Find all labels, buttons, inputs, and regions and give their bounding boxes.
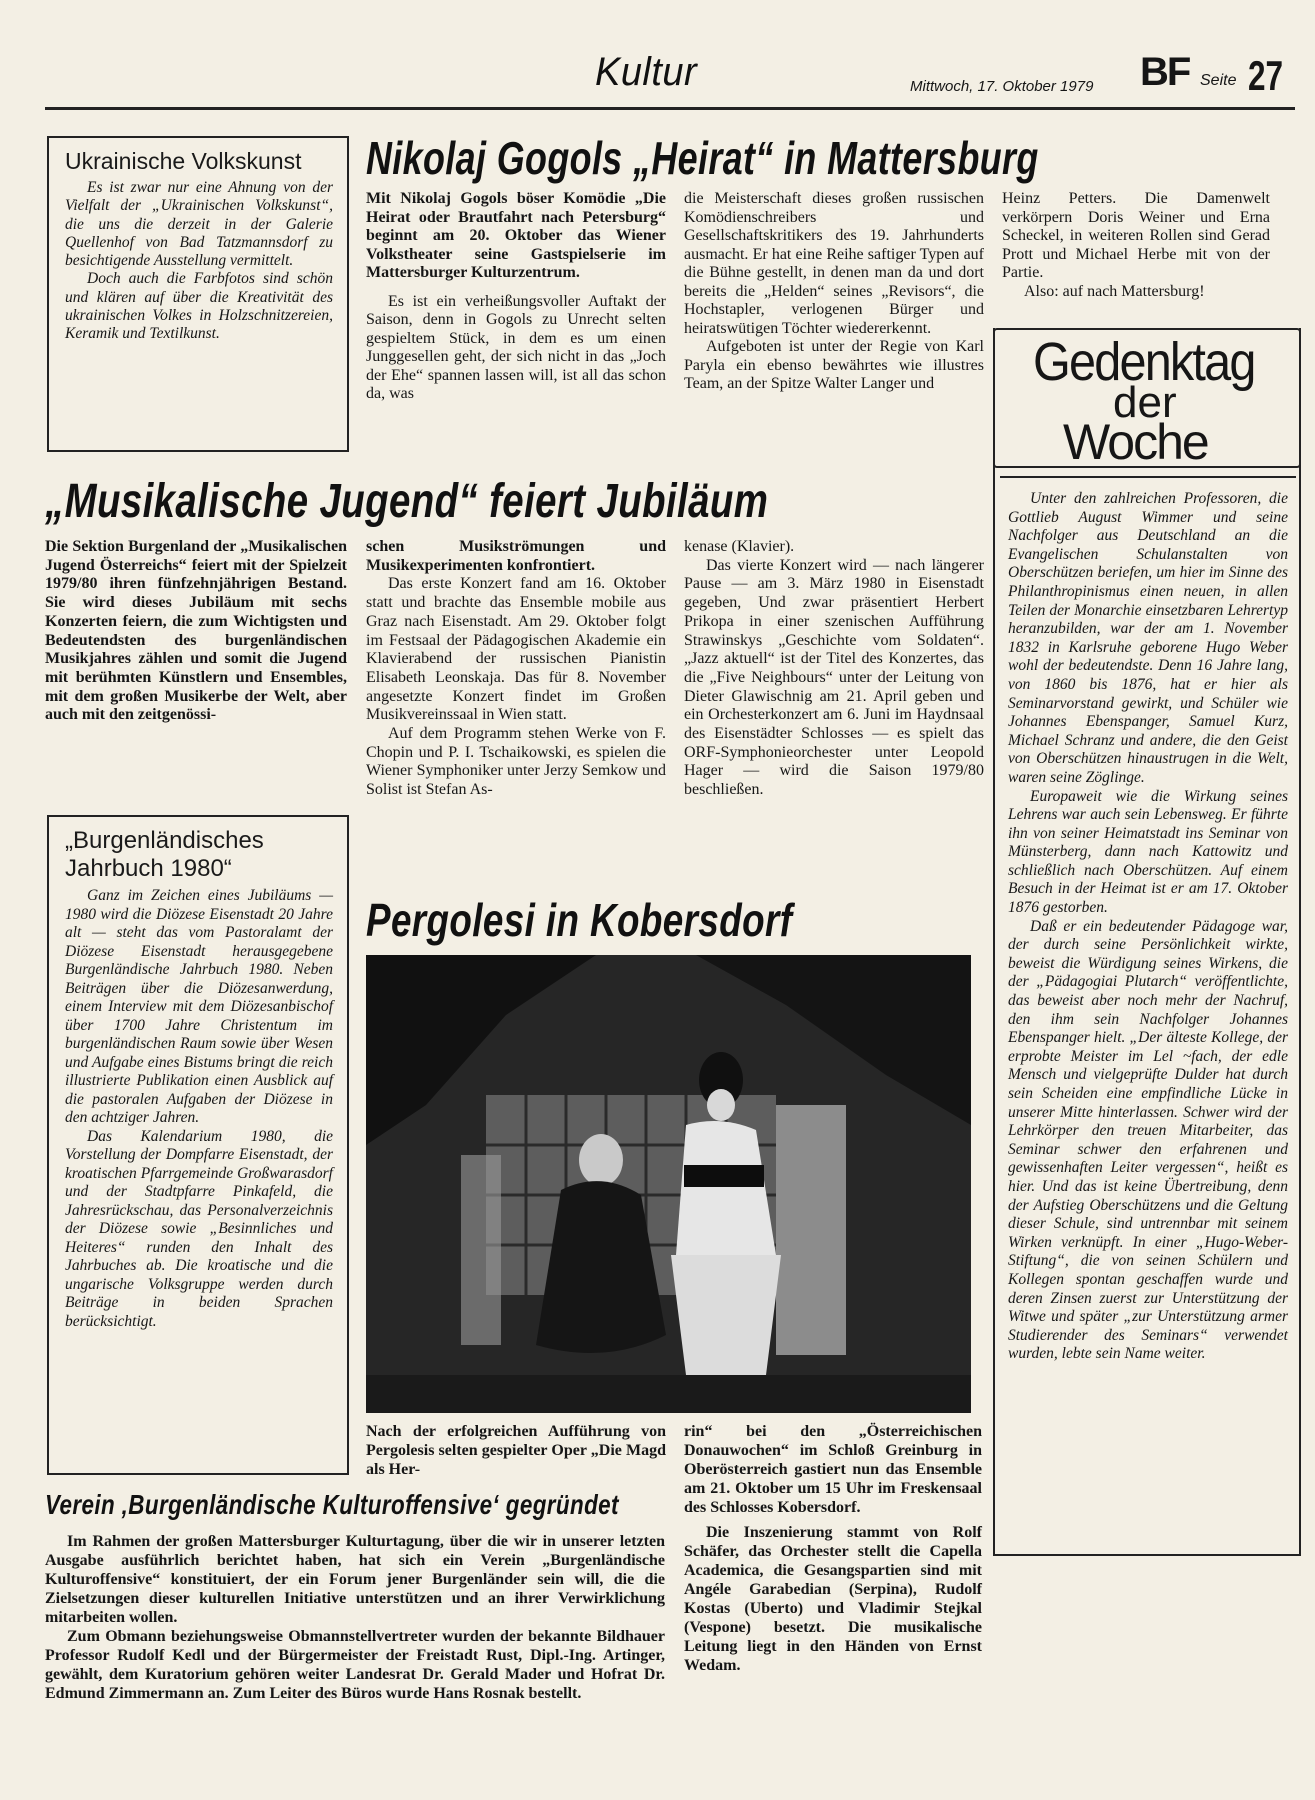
gedenktag-line3: Woche [1063, 414, 1208, 470]
gogol-col3-p1: Heinz Petters. Die Damenwelt verkörpern Doris Weiner und Erna Scheckel, in weiteren Rollen sind Gerad Prott und Michael Herbe mit von der Partie. [1002, 190, 1270, 281]
section-title: Kultur [595, 50, 698, 94]
gogol-col2 [684, 190, 984, 394]
jugend-col1 [45, 538, 347, 725]
verein-headline: Verein ‚Burgenländische Kulturoffensive‘ gegründet [45, 1489, 619, 1520]
verein-p2: Zum Obmann beziehungsweise Obmannstellvertreter wurden der bekannte Bildhauer Professor Rudolf Kedl und der Bürgermeister der Freistadt Rust, Dipl.-Ing. Artinger, gewählt, dem Kuratorium gehören weiter Landesrat Dr. Gerald Mader und Hofrat Dr. Edmund Zimmermann an. Zum Leiter des Büros wurde Hans Rosnak bestellt. [45, 1628, 665, 1702]
stage-scene [366, 955, 971, 1413]
jugend-headline: „Musikalische Jugend“ feiert Jubiläum [45, 475, 769, 528]
verein-p1: Im Rahmen der großen Mattersburger Kulturtagung, über die wir in unserer letzten Ausgabe ausführlich berichtet haben, hat sich ein Verein „Burgenländische Kulturoffensive“ konstituiert, der ein Forum jener Burgenländer sein will, die die Zielsetzungen dieser kulturellen Initiative unterstützen und an ihrer Verwirklichung mitarbeiten wollen. [45, 1533, 665, 1626]
gedenktag-title-box [993, 328, 1301, 468]
gedenktag-text [1008, 490, 1288, 1364]
gogol-lead: Mit Nikolaj Gogols böser Komödie „Die Heirat oder Brautfahrt nach Petersburg“ beginnt am 20. Oktober das Wiener Volkstheater seine Gastspielserie im Mattersburger Kulturzentrum. [366, 190, 666, 281]
gogol-col2-p1: die Meisterschaft dieses großen russischen Komödienschreibers und Gesellschaftskritikers des 19. Jahrhunderts ausmacht. Er hat eine Reihe saftiger Typen auf die Bühne gestellt, in denen man da und dort bereits die „Helden“ seines „Revisors“, die Hochstapler, verlogenen Bürger und heiratswütigen Töchter wiedererkennt. [684, 190, 984, 337]
gedenktag-p2: Europaweit wie die Wirkung seines Lehrens war auch sein Lebensweg. Er führte ihn von seiner Heimatstadt ins Seminar von Münsterberg, dann nach Kattowitz und schließlich nach Oberschützen. Auf einem Besuch in der Heimat ist er am 17. Oktober 1876 gestorben. [1008, 787, 1288, 917]
jugend-col2-p1: Das erste Konzert fand am 16. Oktober statt und brachte das Ensemble mobile aus Graz nach Eisenstadt. Am 29. Oktober folgt im Festsaal der Pädagogischen Akademie ein Klavierabend der russischen Pianistin Elisabeth Leonskaja. Das für 8. November angesetzte Konzert findet im Großen Musikvereinssaal in Wien statt. [366, 575, 666, 724]
verein-text [45, 1532, 665, 1703]
gedenktag-line1: Gedenktag [1033, 332, 1255, 392]
ukrainian-box-p1: Es ist zwar nur eine Ahnung von der Vielfalt der „Ukrainischen Volkskunst“, die uns die derzeit in der Galerie Quellenhof von Bad Tatzmannsdorf zu besichtigende Ausstellung vermittelt. [65, 179, 333, 270]
pergolesi-col1 [366, 1422, 666, 1479]
pergolesi-col2-p2: Die Inszenierung stammt von Rolf Schäfer, das Orchester stellt die Capella Academica, die Gesangspartien sind mit Angéle Garabedian (Serpina), Rudolf Kostas (Uberto) und Vladimir Stejkal (Vespone) besetzt. Die musikalische Leitung liegt in den Händen von Ernst Wedam. [684, 1524, 982, 1674]
gedenktag-divider [1000, 476, 1296, 478]
jahrbuch-box-p1: Ganz im Zeichen eines Jubiläums — 1980 wird die Diözese Eisenstadt 20 Jahre alt — steht das vom Pastoralamt der Diözese Eisenstadt herausgegebene Burgenländische Jahrbuch 1980. Neben Beiträgen über die Diözesanwerdung, einem Interview mit dem Diözesanbischof über 1700 Jahre Christentum im burgenländischen Raum sowie über Wesen und Aufgabe eines Bistums bringt die reich illustrierte Publikation einen Ausblick auf die pastoralen Aufgaben der Diözese in den achtziger Jahren. [65, 887, 333, 1126]
jugend-col3 [684, 538, 984, 800]
gogol-col1 [366, 190, 666, 404]
gogol-col1-body: Es ist ein verheißungsvoller Auftakt der Saison, denn in Gogols zu Unrecht selten gespieltem Stück, in dem es um einen Junggesellen geht, der sich nicht in das „Joch der Ehe“ spannen lassen will, ist all das schon da, was [366, 292, 666, 402]
ukrainian-box-p2: Doch auch die Farbfotos sind schön und klären auf über die Kreativität des ukrainischen Volkes in Holzschnitzereien, Keramik und Textilkunst. [65, 270, 333, 343]
gedenktag-p1: Unter den zahlreichen Professoren, die Gottlieb August Wimmer und seine Nachfolger aus Deutschland an die Evangelischen Schulanstalten von Oberschützen beriefen, um hier im Sinne des Philanthropinismus einen neuen, in allen Teilen der Monarchie einsetzbaren Lehrertyp heranzubilden, war der am 1. November 1832 in Karlsruhe geborene Hugo Weber wohl der bedeutendste. Denn 16 Jahre lang, von 1860 bis 1876, hat er hier als Seminarvorstand gewirkt, und Schüler wie Johannes Ebenspanger, Samuel Kurz, Michael Schranz und andere, die den Geist von Oberschützen hinaustrugen in die Welt, waren seine Zöglinge. [1008, 490, 1288, 786]
pergolesi-lead: Nach der erfolgreichen Aufführung von Pergolesis selten gespielter Oper „Die Magd als Her- [366, 1423, 666, 1478]
gogol-col3-p2: Also: auf nach Mattersburg! [1024, 282, 1205, 300]
gedenktag-p3: Daß er ein bedeutender Pädagoge war, der durch seine Persönlichkeit wirkte, beweist die Würdigung seines Wirkens, die der „Pädagogiai Plutarch“ veröffentlichte, das beweist aber noch mehr der Nachruf, den ihm sein Nachfolger Johannes Ebenspanger hielt. „Der älteste Kollege, der erprobte Meister im Lel ~fach, der edle Mensch und vielgeprüfte Dulder hat durch sein Scheiden eine empfindliche Lücke in unserer Mitte hinterlassen. Schwer wird der Lehrkörper den treuen Mitarbeiter, das Seminar schwer den erfahrenen und gewissenhaften Leiter vergessen“, heißt es hier. Und das ist keine Übertreibung, denn der Aufstieg Oberschützens und die Geltung dieser Schule, sind untrennbar mit seinem Wirken verknüpft. In einer „Hugo-Weber-Stiftung“, die von seinen Schülern und Kollegen spontan geschaffen wurde und deren Zinsen zuerst zur Unterstützung der Witwe und später „zur Unterstützung armer Studierender des Seminars“ verwendet wurden, lebte sein Name weiter. [1008, 917, 1288, 1363]
paper-logo: BF [1140, 50, 1190, 94]
jahrbuch-box-p2: Das Kalendarium 1980, die Vorstellung der Dompfarre Eisenstadt, der kroatischen Pfarrgemeinde Großwarasdorf und der Stadtpfarre Pinkafeld, die Jahresrückschau, das Personalverzeichnis der Diözese sowie „Besinnliches und Heiteres“ runden den Inhalt des Jahrbuches ab. Die kroatische und die ungarische Volksgruppe werden durch Beiträge in beiden Sprachen berücksichtigt. [65, 1127, 333, 1330]
jahrbuch-box-title: „Burgenländisches Jahrbuch 1980“ [65, 827, 264, 882]
ukrainian-box [47, 136, 349, 452]
jugend-lead: Die Sektion Burgenland der „Musikalischen Jugend Österreichs“ feiert mit der Spielzeit 1979/80 ihren fünfzehnjährigen Bestand. Sie wird dieses Jubiläum mit sechs Konzerten feiern, die zum Wichtigsten und Bedeutendsten des burgenländischen Musikjahres zählen und somit die Jugend mit berühmten Künstlern und Ensembles, mit dem großen Musikerbe der Welt, aber auch mit den zeitgenössi- [45, 538, 347, 724]
ukrainian-box-title: Ukrainische Volkskunst [65, 148, 302, 174]
jugend-col2-lead: schen Musikströmungen und Musikexperimenten konfrontiert. [366, 538, 666, 574]
gogol-headline: Nikolaj Gogols „Heirat“ in Mattersburg [366, 132, 1039, 184]
page-number: 27 [1248, 52, 1284, 99]
gogol-col2-p2: Aufgeboten ist unter der Regie von Karl Paryla ein ebenso bewährtes wie illustres Team, an der Spitze Walter Langer und [684, 338, 984, 392]
header-rule [45, 107, 1295, 110]
pergolesi-col2 [684, 1422, 982, 1675]
gedenktag-line2: der [1113, 378, 1177, 427]
gogol-col3 [1002, 190, 1270, 301]
issue-date: Mittwoch, 17. Oktober 1979 [910, 78, 1094, 95]
jugend-col2-p2: Auf dem Programm stehen Werke von F. Chopin und P. I. Tschaikowski, es spielen die Wiener Symphoniker unter Jerzy Semkow und Solist ist Stefan As- [366, 725, 666, 799]
jugend-col2 [366, 538, 666, 800]
jahrbuch-box [47, 815, 349, 1475]
jugend-col3-p1: kenase (Klavier). [684, 538, 795, 555]
pergolesi-headline: Pergolesi in Kobersdorf [366, 894, 793, 946]
stage-photo [366, 955, 971, 1413]
pergolesi-col2-lead: rin“ bei den „Österreichischen Donauwochen“ im Schloß Greinburg in Oberösterreich gastiert nun das Ensemble am 21. Oktober um 15 Uhr im Freskensaal des Schlosses Kobersdorf. [684, 1423, 982, 1516]
jugend-col3-p2: Das vierte Konzert wird — nach längerer Pause — am 3. März 1980 in Eisenstadt gegeben, Und zwar präsentiert Herbert Prikopa in einer szenischen Aufführung Strawinskys „Geschichte vom Soldaten“. „Jazz aktuell“ ist der Titel des Konzertes, das die „Five Neighbours“ unter der Leitung von Dieter Glawischnig am 21. April geben und ein Orchesterkonzert am 6. Juni im Haydnsaal des Eisenstädter Schlosses — es spielt das ORF-Symphonieorchester unter Leopold Hager — wird die Saison 1979/80 beschließen. [684, 556, 984, 799]
page-label: Seite [1200, 72, 1237, 89]
